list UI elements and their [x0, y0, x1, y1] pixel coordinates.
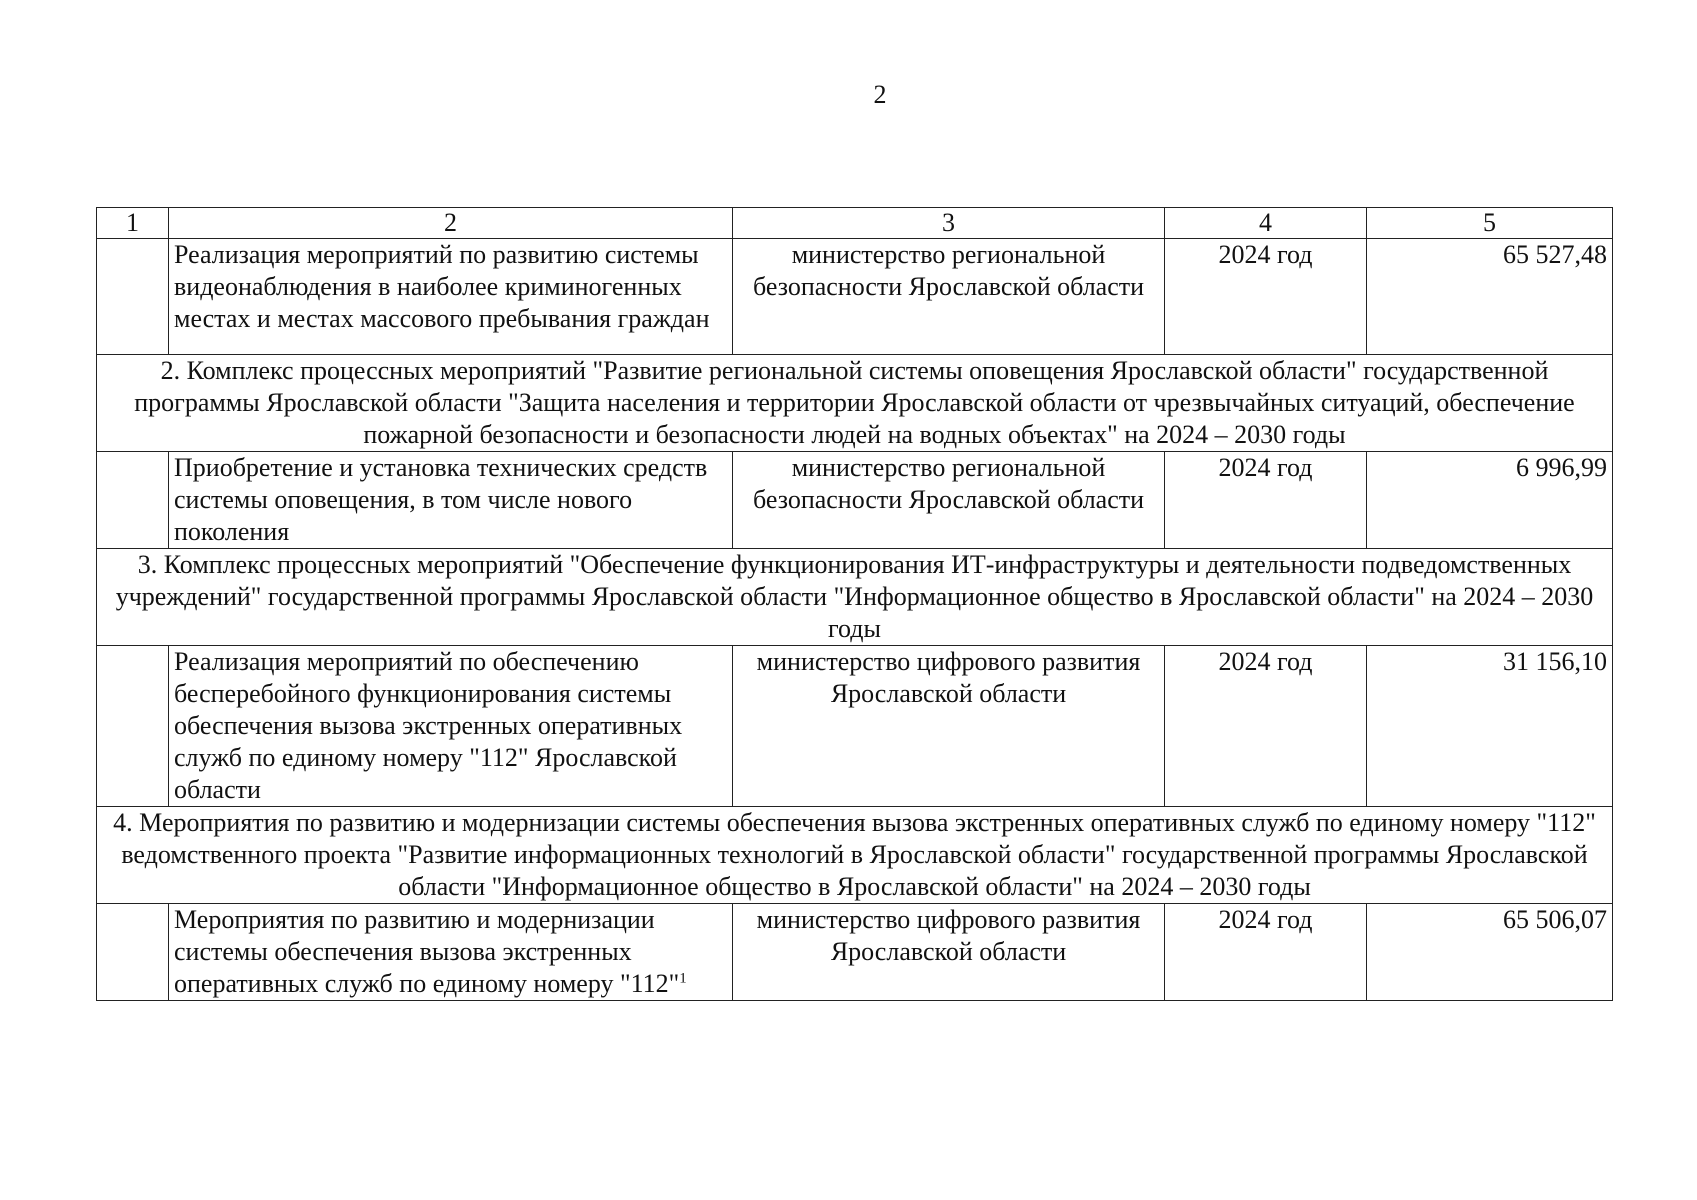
table-row [97, 646, 1613, 807]
section-title-cell: 3. Комплекс процессных мероприятий "Обеспечение функционирования ИТ-инфраструктуры и деятельности подведомственных учреждений" государственной программы Ярославской области "Информационное общество в Ярославской области" на 2024 – 2030 годы [97, 549, 1613, 646]
section-row [97, 355, 1613, 452]
measure-name-cell: Реализация мероприятий по обеспечению бесперебойного функционирования системы обеспечения вызова экстренных оперативных служб по единому номеру "112" Ярославской области [169, 646, 733, 807]
amount-cell: 31 156,10 [1367, 646, 1613, 807]
header-cell-2: 2 [169, 208, 733, 239]
measure-name-cell [169, 904, 733, 1001]
year-cell: 2024 год [1165, 646, 1367, 807]
section-title-cell: 2. Комплекс процессных мероприятий "Развитие региональной системы оповещения Ярославской области" государственной программы Ярославской области "Защита населения и территории Ярославской области от чрезвычайных ситуаций, обеспечение пожарной безопасности и безопасности людей на водных объектах" на 2024 – 2030 годы [97, 355, 1613, 452]
table-row [97, 239, 1613, 355]
table-row [97, 904, 1613, 1001]
table-header-row [97, 208, 1613, 239]
row-number-cell [97, 646, 169, 807]
page-number: 2 [873, 80, 887, 109]
section-title-cell: 4. Мероприятия по развитию и модернизации системы обеспечения вызова экстренных оперативных служб по единому номеру "112" ведомственного проекта "Развитие информационных технологий в Ярославской области" государственной программы Ярославской области "Информационное общество в Ярославской области" на 2024 – 2030 годы [97, 807, 1613, 904]
amount-cell: 65 527,48 [1367, 239, 1613, 355]
responsible-org-cell: министерство цифрового развития Ярославской области [733, 904, 1165, 1001]
footnote-marker: 1 [679, 970, 687, 987]
measure-name-cell: Реализация мероприятий по развитию системы видеонаблюдения в наиболее криминогенных местах и местах массового пребывания граждан [169, 239, 733, 355]
year-cell: 2024 год [1165, 239, 1367, 355]
row-number-cell [97, 452, 169, 549]
row-number-cell [97, 239, 169, 355]
measure-name-cell: Приобретение и установка технических средств системы оповещения, в том числе нового поколения [169, 452, 733, 549]
responsible-org-cell: министерство цифрового развития Ярославской области [733, 646, 1165, 807]
amount-cell: 6 996,99 [1367, 452, 1613, 549]
table-row [97, 452, 1613, 549]
header-cell-5: 5 [1367, 208, 1613, 239]
responsible-org-cell: министерство региональной безопасности Ярославской области [733, 239, 1165, 355]
measures-table [96, 207, 1613, 1001]
responsible-org-cell: министерство региональной безопасности Ярославской области [733, 452, 1165, 549]
header-cell-4: 4 [1165, 208, 1367, 239]
header-cell-3: 3 [733, 208, 1165, 239]
year-cell: 2024 год [1165, 904, 1367, 1001]
amount-cell: 65 506,07 [1367, 904, 1613, 1001]
section-row [97, 549, 1613, 646]
row-number-cell [97, 904, 169, 1001]
measure-name-text: Мероприятия по развитию и модернизации системы обеспечения вызова экстренных оперативных служб по единому номеру "112" [174, 905, 680, 998]
year-cell: 2024 год [1165, 452, 1367, 549]
header-cell-1: 1 [97, 208, 169, 239]
section-row [97, 807, 1613, 904]
